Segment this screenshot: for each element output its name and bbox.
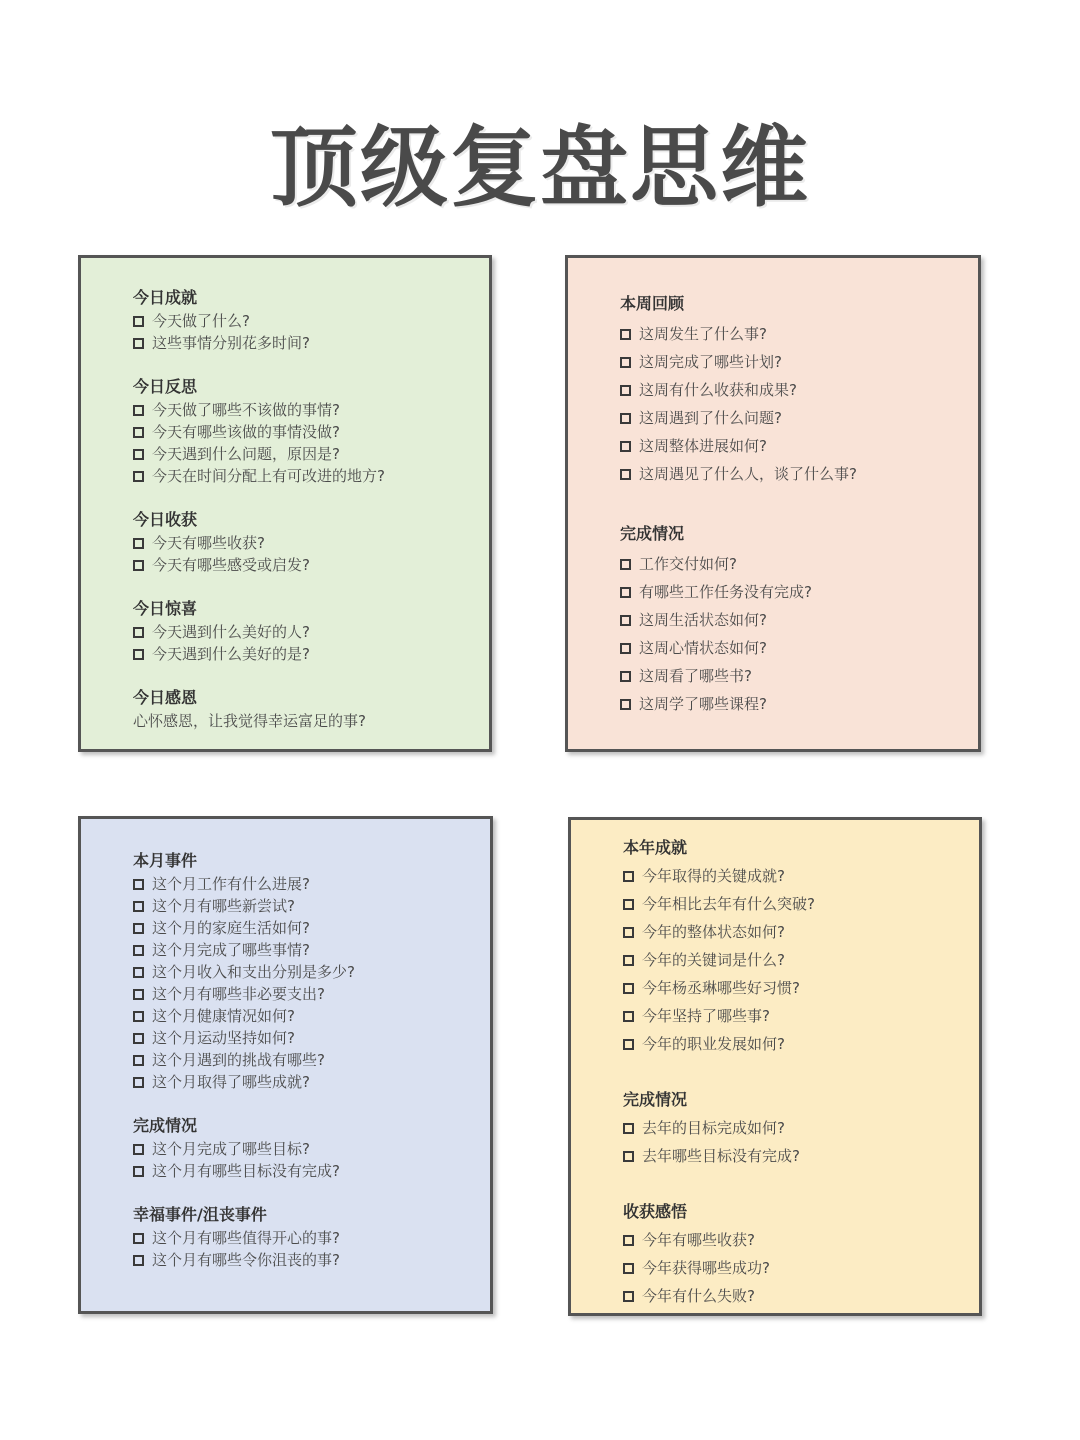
- checklist-item[interactable]: [133, 1049, 470, 1071]
- item-label: 这周遇到了什么问题?: [639, 409, 782, 427]
- item-label: 今天遇到什么美好的是?: [152, 645, 310, 663]
- section-heading: 完成情况: [620, 524, 685, 543]
- checkbox-icon[interactable]: [620, 671, 631, 682]
- item-label: 这周看了哪些书?: [639, 667, 752, 685]
- gratitude-text: 心怀感恩，让我觉得幸运富足的事?: [133, 712, 366, 730]
- checkbox-icon[interactable]: [133, 879, 144, 890]
- checkbox-icon[interactable]: [623, 1011, 634, 1022]
- item-label: 今年的职业发展如何?: [642, 1035, 785, 1053]
- item-label: 这些事情分别花多时间?: [152, 334, 310, 352]
- item-label: 这个月有哪些目标没有完成?: [152, 1162, 340, 1180]
- checklist-item[interactable]: [623, 1282, 959, 1310]
- checklist-item[interactable]: [133, 917, 470, 939]
- item-label: 这周发生了什么事?: [639, 325, 767, 343]
- section-week-completion: [620, 522, 958, 718]
- section-year-insights: [623, 1200, 959, 1310]
- checkbox-icon[interactable]: [133, 538, 144, 549]
- item-label: 这个月完成了哪些事情?: [152, 941, 310, 959]
- checklist-item[interactable]: [620, 690, 958, 718]
- checklist-item[interactable]: [133, 983, 470, 1005]
- checklist-item[interactable]: [623, 1114, 959, 1142]
- checkbox-icon[interactable]: [133, 316, 144, 327]
- item-label: 去年哪些目标没有完成?: [642, 1147, 800, 1165]
- item-label: 这周整体进展如何?: [639, 437, 767, 455]
- checkbox-icon[interactable]: [133, 989, 144, 1000]
- checklist-item[interactable]: [133, 1160, 470, 1182]
- checkbox-icon[interactable]: [620, 587, 631, 598]
- checkbox-icon[interactable]: [133, 1033, 144, 1044]
- item-label: 这个月健康情况如何?: [152, 1007, 295, 1025]
- item-label: 这周生活状态如何?: [639, 611, 767, 629]
- checkbox-icon[interactable]: [133, 471, 144, 482]
- item-label: 今天有哪些感受或启发?: [152, 556, 310, 574]
- checkbox-icon[interactable]: [623, 927, 634, 938]
- section-today-gains: [133, 508, 469, 576]
- checkbox-icon[interactable]: [623, 1151, 634, 1162]
- checklist-item[interactable]: [623, 862, 959, 890]
- checklist-item[interactable]: [623, 1142, 959, 1170]
- checklist-item[interactable]: [620, 348, 958, 376]
- section-heading: 本周回顾: [620, 294, 685, 313]
- checklist-item[interactable]: [133, 939, 470, 961]
- checklist-item[interactable]: [620, 578, 958, 606]
- item-label: 有哪些工作任务没有完成?: [639, 583, 812, 601]
- checklist-item[interactable]: [133, 1249, 470, 1271]
- checkbox-icon[interactable]: [623, 983, 634, 994]
- checkbox-icon[interactable]: [133, 1077, 144, 1088]
- checklist-item[interactable]: [133, 532, 469, 554]
- item-label: 这周完成了哪些计划?: [639, 353, 782, 371]
- checklist-item[interactable]: [620, 376, 958, 404]
- section-heading: 幸福事件/沮丧事件: [133, 1205, 267, 1224]
- checkbox-icon[interactable]: [623, 1123, 634, 1134]
- item-label: 这周心情状态如何?: [639, 639, 767, 657]
- checklist-item[interactable]: [623, 1030, 959, 1058]
- checklist-item[interactable]: [133, 443, 469, 465]
- item-label: 这个月有哪些非必要支出?: [152, 985, 325, 1003]
- checkbox-icon[interactable]: [133, 649, 144, 660]
- checkbox-icon[interactable]: [623, 1039, 634, 1050]
- checklist-item[interactable]: [133, 895, 470, 917]
- item-label: 今天做了哪些不该做的事情?: [152, 401, 340, 419]
- checkbox-icon[interactable]: [133, 901, 144, 912]
- item-label: 今年取得的关键成就?: [642, 867, 785, 885]
- checkbox-icon[interactable]: [133, 1055, 144, 1066]
- checkbox-icon[interactable]: [133, 449, 144, 460]
- checkbox-icon[interactable]: [623, 1263, 634, 1274]
- item-label: 这个月有哪些新尝试?: [152, 897, 295, 915]
- page-title: 顶级复盘思维: [269, 116, 810, 219]
- item-label: 今年的关键词是什么?: [642, 951, 785, 969]
- section-week-recap: [620, 292, 958, 488]
- checklist-item[interactable]: [133, 399, 469, 421]
- checkbox-icon[interactable]: [620, 441, 631, 452]
- checkbox-icon[interactable]: [623, 899, 634, 910]
- checklist-item[interactable]: [133, 1138, 470, 1160]
- section-heading: 今日感恩: [133, 688, 198, 707]
- checklist-item[interactable]: [620, 634, 958, 662]
- checklist-item[interactable]: [623, 946, 959, 974]
- checklist-item[interactable]: [133, 873, 470, 895]
- daily-review-card: [78, 255, 492, 752]
- section-heading: 本月事件: [133, 851, 198, 870]
- checkbox-icon[interactable]: [620, 357, 631, 368]
- section-month-completion: [133, 1114, 470, 1182]
- checkbox-icon[interactable]: [623, 955, 634, 966]
- checklist-item[interactable]: [133, 310, 469, 332]
- checklist-item[interactable]: [623, 890, 959, 918]
- item-label: 今年相比去年有什么突破?: [642, 895, 815, 913]
- item-label: 今天有哪些收获?: [152, 534, 265, 552]
- checklist-item[interactable]: [133, 961, 470, 983]
- checkbox-icon[interactable]: [623, 871, 634, 882]
- checklist-item[interactable]: [133, 1227, 470, 1249]
- item-label: 今年获得哪些成功?: [642, 1259, 770, 1277]
- checkbox-icon[interactable]: [620, 615, 631, 626]
- section-year-completion: [623, 1088, 959, 1170]
- checklist-item[interactable]: [133, 1005, 470, 1027]
- section-today-reflection: [133, 375, 469, 487]
- monthly-review-card: [78, 816, 493, 1314]
- checklist-item[interactable]: [620, 404, 958, 432]
- item-label: 去年的目标完成如何?: [642, 1119, 785, 1137]
- item-label: 今年坚持了哪些事?: [642, 1007, 770, 1025]
- checklist-item[interactable]: [623, 1226, 959, 1254]
- item-label: 这周有什么收获和成果?: [639, 381, 797, 399]
- checkbox-icon[interactable]: [133, 405, 144, 416]
- checkbox-icon[interactable]: [620, 699, 631, 710]
- checklist-item[interactable]: [620, 662, 958, 690]
- checkbox-icon[interactable]: [133, 1255, 144, 1266]
- section-heading: 今日成就: [133, 288, 198, 307]
- section-today-gratitude: [133, 686, 469, 732]
- section-year-achievements: [623, 836, 959, 1058]
- checklist-item[interactable]: [133, 465, 469, 487]
- checkbox-icon[interactable]: [133, 967, 144, 978]
- item-label: 这个月遇到的挑战有哪些?: [152, 1051, 325, 1069]
- section-month-happy-sad: [133, 1203, 470, 1271]
- checklist-item[interactable]: [623, 974, 959, 1002]
- section-heading: 完成情况: [623, 1090, 688, 1109]
- item-label: 这周遇见了什么人，谈了什么事?: [639, 465, 857, 483]
- checkbox-icon[interactable]: [620, 469, 631, 480]
- item-label: 今天遇到什么美好的人?: [152, 623, 310, 641]
- checklist-item[interactable]: [623, 1002, 959, 1030]
- yearly-review-card: [568, 817, 982, 1316]
- checklist-item[interactable]: [623, 1254, 959, 1282]
- checklist-item[interactable]: [133, 332, 469, 354]
- checklist-item[interactable]: [620, 320, 958, 348]
- section-today-achievements: [133, 286, 469, 354]
- checklist-item[interactable]: [133, 421, 469, 443]
- checklist-item[interactable]: [133, 1071, 470, 1093]
- checkbox-icon[interactable]: [133, 923, 144, 934]
- checklist-item[interactable]: [133, 1027, 470, 1049]
- item-label: 今天有哪些该做的事情没做?: [152, 423, 340, 441]
- item-label: 这个月收入和支出分别是多少?: [152, 963, 355, 981]
- checkbox-icon[interactable]: [620, 559, 631, 570]
- item-label: 工作交付如何?: [639, 555, 737, 573]
- checkbox-icon[interactable]: [133, 945, 144, 956]
- checkbox-icon[interactable]: [133, 1233, 144, 1244]
- item-label: 今年的整体状态如何?: [642, 923, 785, 941]
- item-label: 今年杨丞琳哪些好习惯?: [642, 979, 800, 997]
- checklist-item[interactable]: [133, 621, 469, 643]
- item-label: 今天在时间分配上有可改进的地方?: [152, 467, 385, 485]
- checklist-item[interactable]: [133, 554, 469, 576]
- checkbox-icon[interactable]: [133, 1144, 144, 1155]
- section-today-surprises: [133, 597, 469, 665]
- checklist-item[interactable]: [620, 460, 958, 488]
- item-label: 今天遇到什么问题，原因是?: [152, 445, 340, 463]
- checklist-item[interactable]: [620, 432, 958, 460]
- item-label: 今天做了什么?: [152, 312, 250, 330]
- section-heading: 收获感悟: [623, 1202, 688, 1221]
- checklist-item[interactable]: [133, 643, 469, 665]
- section-heading: 本年成就: [623, 838, 688, 857]
- item-label: 这个月运动坚持如何?: [152, 1029, 295, 1047]
- item-label: 今年有什么失败?: [642, 1287, 755, 1305]
- checkbox-icon[interactable]: [620, 329, 631, 340]
- item-label: 这个月完成了哪些目标?: [152, 1140, 310, 1158]
- item-label: 这个月有哪些值得开心的事?: [152, 1229, 340, 1247]
- checklist-item[interactable]: [623, 918, 959, 946]
- checkbox-icon[interactable]: [133, 1011, 144, 1022]
- checkbox-icon[interactable]: [620, 385, 631, 396]
- section-heading: 今日惊喜: [133, 599, 198, 618]
- checkbox-icon[interactable]: [623, 1291, 634, 1302]
- section-heading: 完成情况: [133, 1116, 198, 1135]
- item-label: 这个月有哪些令你沮丧的事?: [152, 1251, 340, 1269]
- checkbox-icon[interactable]: [620, 413, 631, 424]
- checkbox-icon[interactable]: [133, 560, 144, 571]
- checkbox-icon[interactable]: [623, 1235, 634, 1246]
- item-label: 这个月工作有什么进展?: [152, 875, 310, 893]
- checkbox-icon[interactable]: [133, 627, 144, 638]
- item-label: 这个月的家庭生活如何?: [152, 919, 310, 937]
- checkbox-icon[interactable]: [620, 643, 631, 654]
- item-label: 今年有哪些收获?: [642, 1231, 755, 1249]
- section-month-events: [133, 849, 470, 1093]
- section-heading: 今日收获: [133, 510, 198, 529]
- weekly-review-card: [565, 255, 981, 752]
- item-label: 这周学了哪些课程?: [639, 695, 767, 713]
- checkbox-icon[interactable]: [133, 1166, 144, 1177]
- checklist-item[interactable]: [620, 550, 958, 578]
- section-heading: 今日反思: [133, 377, 198, 396]
- checklist-item[interactable]: [620, 606, 958, 634]
- checkbox-icon[interactable]: [133, 427, 144, 438]
- item-label: 这个月取得了哪些成就?: [152, 1073, 310, 1091]
- checkbox-icon[interactable]: [133, 338, 144, 349]
